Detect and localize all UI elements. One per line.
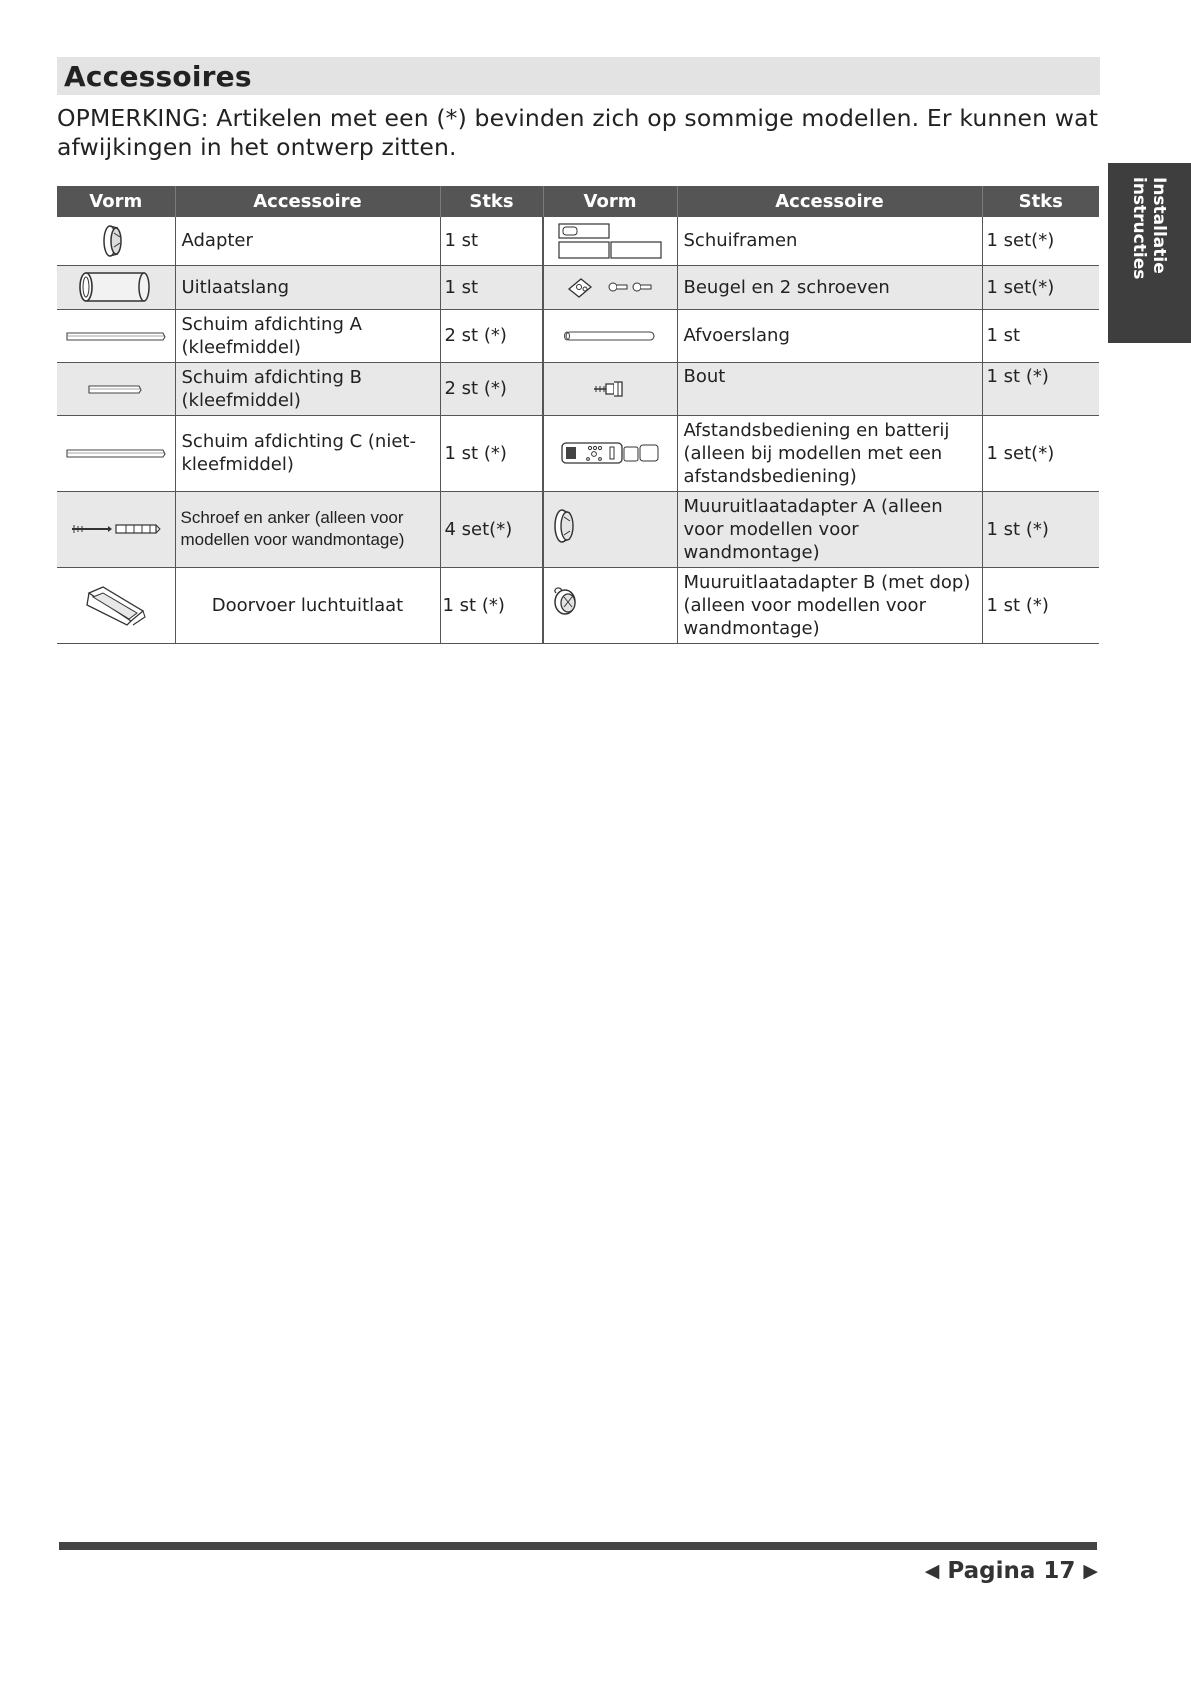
col-header-accessoire: Accessoire <box>175 186 440 217</box>
col-header-stks: Stks <box>440 186 543 217</box>
foam-seal-b-icon <box>59 381 173 397</box>
quantity: 1 st (*) <box>982 491 1099 567</box>
table-row <box>57 362 1099 415</box>
accessory-name: Muuruitlaatadapter B (met dop) (alleen voor modellen voor wandmontage) <box>677 567 982 643</box>
page-title: Accessoires <box>64 59 252 93</box>
quantity: 4 set(*) <box>440 491 543 567</box>
quantity: 1 set(*) <box>982 415 1099 491</box>
table-header-row <box>57 186 1099 217</box>
footer-divider <box>59 1542 1097 1550</box>
quantity: 2 st (*) <box>440 309 543 362</box>
screw-anchor-icon <box>59 519 173 539</box>
shape-cell <box>57 415 175 491</box>
quantity: 1 set(*) <box>982 217 1099 265</box>
accessories-table <box>57 186 1099 644</box>
accessory-name: Afvoerslang <box>677 309 982 362</box>
next-page-arrow-icon[interactable]: ▶ <box>1083 1560 1098 1582</box>
shape-cell <box>57 362 175 415</box>
table-row <box>57 265 1099 309</box>
quantity: 1 st (*) <box>440 415 543 491</box>
section-tab-line2: instructies <box>1129 177 1149 280</box>
accessory-name: Doorvoer luchtuitlaat <box>175 567 440 643</box>
bolt-icon <box>546 378 675 400</box>
shape-cell <box>543 415 677 491</box>
accessory-name: Beugel en 2 schroeven <box>677 265 982 309</box>
wall-adapter-a-icon <box>546 507 675 551</box>
accessory-name: Schuim afdichting C (niet-kleefmiddel) <box>175 415 440 491</box>
accessory-name: Muuruitlaatadapter A (alleen voor modellen voor wandmontage) <box>677 491 982 567</box>
accessory-name: Schuim afdichting A (kleefmiddel) <box>175 309 440 362</box>
accessory-name: Adapter <box>175 217 440 265</box>
accessory-name: Schuim afdichting B (kleefmiddel) <box>175 362 440 415</box>
remote-battery-icon <box>546 439 675 467</box>
page-number: Pagina 17 <box>947 1558 1076 1584</box>
shape-cell <box>57 217 175 265</box>
quantity: 1 st <box>440 217 543 265</box>
shape-cell <box>57 567 175 643</box>
table-row <box>57 491 1099 567</box>
table-row <box>57 309 1099 362</box>
sliding-frames-icon <box>546 221 675 261</box>
shape-cell <box>543 265 677 309</box>
col-header-vorm-2: Vorm <box>543 186 677 217</box>
section-tab-label <box>1129 177 1169 279</box>
shape-cell <box>543 309 677 362</box>
table-row <box>57 415 1099 491</box>
wall-adapter-b-icon <box>546 585 675 625</box>
shape-cell <box>57 309 175 362</box>
table-row <box>57 217 1099 265</box>
foam-seal-c-icon <box>59 445 173 461</box>
shape-cell <box>543 567 677 643</box>
accessory-name: Schuiframen <box>677 217 982 265</box>
shape-cell <box>543 362 677 415</box>
accessory-name: Afstandsbediening en batterij (alleen bij modellen met een afstandsbediening) <box>677 415 982 491</box>
page-navigation <box>925 1558 1098 1584</box>
quantity: 1 st (*) <box>982 362 1099 415</box>
quantity: 1 set(*) <box>982 265 1099 309</box>
shape-cell <box>57 265 175 309</box>
col-header-accessoire-2: Accessoire <box>677 186 982 217</box>
drain-hose-icon <box>546 328 675 344</box>
quantity: 1 st (*) <box>440 567 543 643</box>
col-header-stks-2: Stks <box>982 186 1099 217</box>
accessory-name: Uitlaatslang <box>175 265 440 309</box>
note-text: OPMERKING: Artikelen met een (*) bevinden zich op sommige modellen. Er kunnen wat afwijkingen in het ontwerp zitten. <box>57 104 1099 161</box>
quantity: 1 st <box>440 265 543 309</box>
table-row <box>57 567 1099 643</box>
shape-cell <box>543 491 677 567</box>
accessory-name: Bout <box>677 362 982 415</box>
shape-cell <box>543 217 677 265</box>
section-tab-line1: Installatie <box>1149 177 1169 274</box>
section-tab <box>1108 163 1191 343</box>
foam-seal-a-icon <box>59 328 173 344</box>
bracket-screws-icon <box>546 273 675 301</box>
quantity: 1 st (*) <box>982 567 1099 643</box>
shape-cell <box>57 491 175 567</box>
exhaust-hose-icon <box>59 268 173 306</box>
accessory-name: Schroef en anker (alleen voor modellen voor wandmontage) <box>175 491 440 567</box>
col-header-vorm: Vorm <box>57 186 175 217</box>
air-outlet-icon <box>59 583 173 627</box>
quantity: 2 st (*) <box>440 362 543 415</box>
heading-bar <box>57 57 1100 95</box>
quantity: 1 st <box>982 309 1099 362</box>
adapter-icon <box>59 223 173 259</box>
previous-page-arrow-icon[interactable]: ◀ <box>924 1560 940 1582</box>
